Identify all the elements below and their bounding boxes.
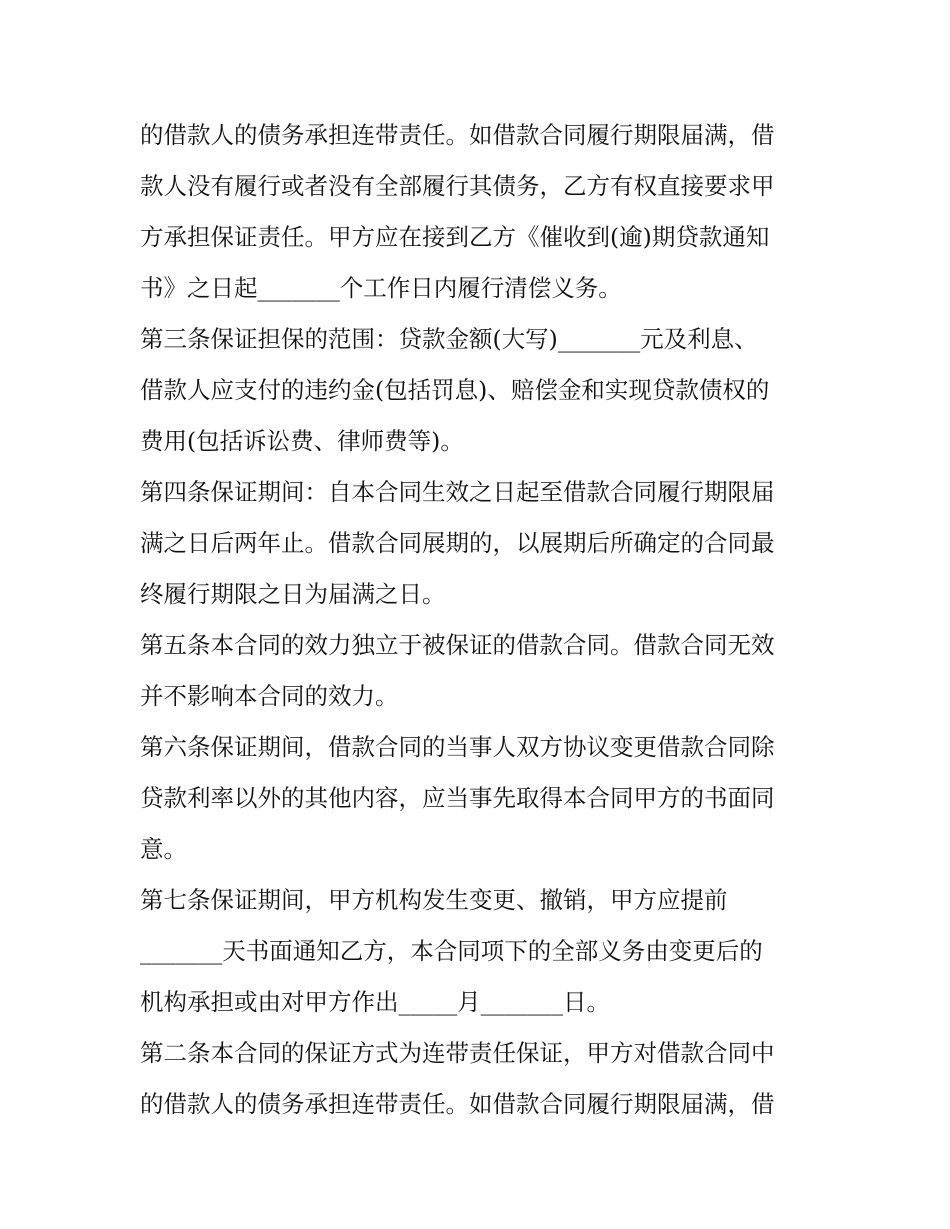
text-line: 书》之日起_______个工作日内履行清偿义务。 xyxy=(140,274,622,302)
text-line: 的借款人的债务承担连带责任。如借款合同履行期限届满，借 xyxy=(140,121,775,149)
text-line: 款人没有履行或者没有全部履行其债务，乙方有权直接要求甲 xyxy=(140,172,775,200)
text-line: 并不影响本合同的效力。 xyxy=(140,682,399,710)
text-line: 贷款利率以外的其他内容，应当事先取得本合同甲方的书面同 xyxy=(140,784,775,812)
text-line: 第六条保证期间，借款合同的当事人双方协议变更借款合同除 xyxy=(140,733,775,761)
text-line: 第五条本合同的效力独立于被保证的借款合同。借款合同无效 xyxy=(140,631,775,659)
text-line: 借款人应支付的违约金(包括罚息)、赔偿金和实现贷款债权的 xyxy=(140,376,770,404)
text-line: 满之日后两年止。借款合同展期的，以展期后所确定的合同最 xyxy=(140,529,775,557)
text-line: 方承担保证责任。甲方应在接到乙方《催收到(逾)期贷款通知 xyxy=(140,223,770,251)
text-line: 终履行期限之日为届满之日。 xyxy=(140,580,446,608)
text-line: 第四条保证期间：自本合同生效之日起至借款合同履行期限届 xyxy=(140,478,775,506)
text-line: 的借款人的债务承担连带责任。如借款合同履行期限届满，借 xyxy=(140,1090,775,1118)
text-line: 第三条保证担保的范围：贷款金额(大写)_______元及利息、 xyxy=(140,325,758,353)
text-line: 费用(包括诉讼费、律师费等)。 xyxy=(140,427,464,455)
text-line: 意。 xyxy=(140,835,187,863)
text-line: 第二条本合同的保证方式为连带责任保证，甲方对借款合同中 xyxy=(140,1039,775,1067)
contract-text-body xyxy=(140,110,830,1130)
text-line: _______天书面通知乙方，本合同项下的全部义务由变更后的 xyxy=(140,937,763,965)
text-line: 第七条保证期间，甲方机构发生变更、撤销，甲方应提前 xyxy=(140,886,728,914)
text-line: 机构承担或由对甲方作出_____月_______日。 xyxy=(140,988,610,1016)
